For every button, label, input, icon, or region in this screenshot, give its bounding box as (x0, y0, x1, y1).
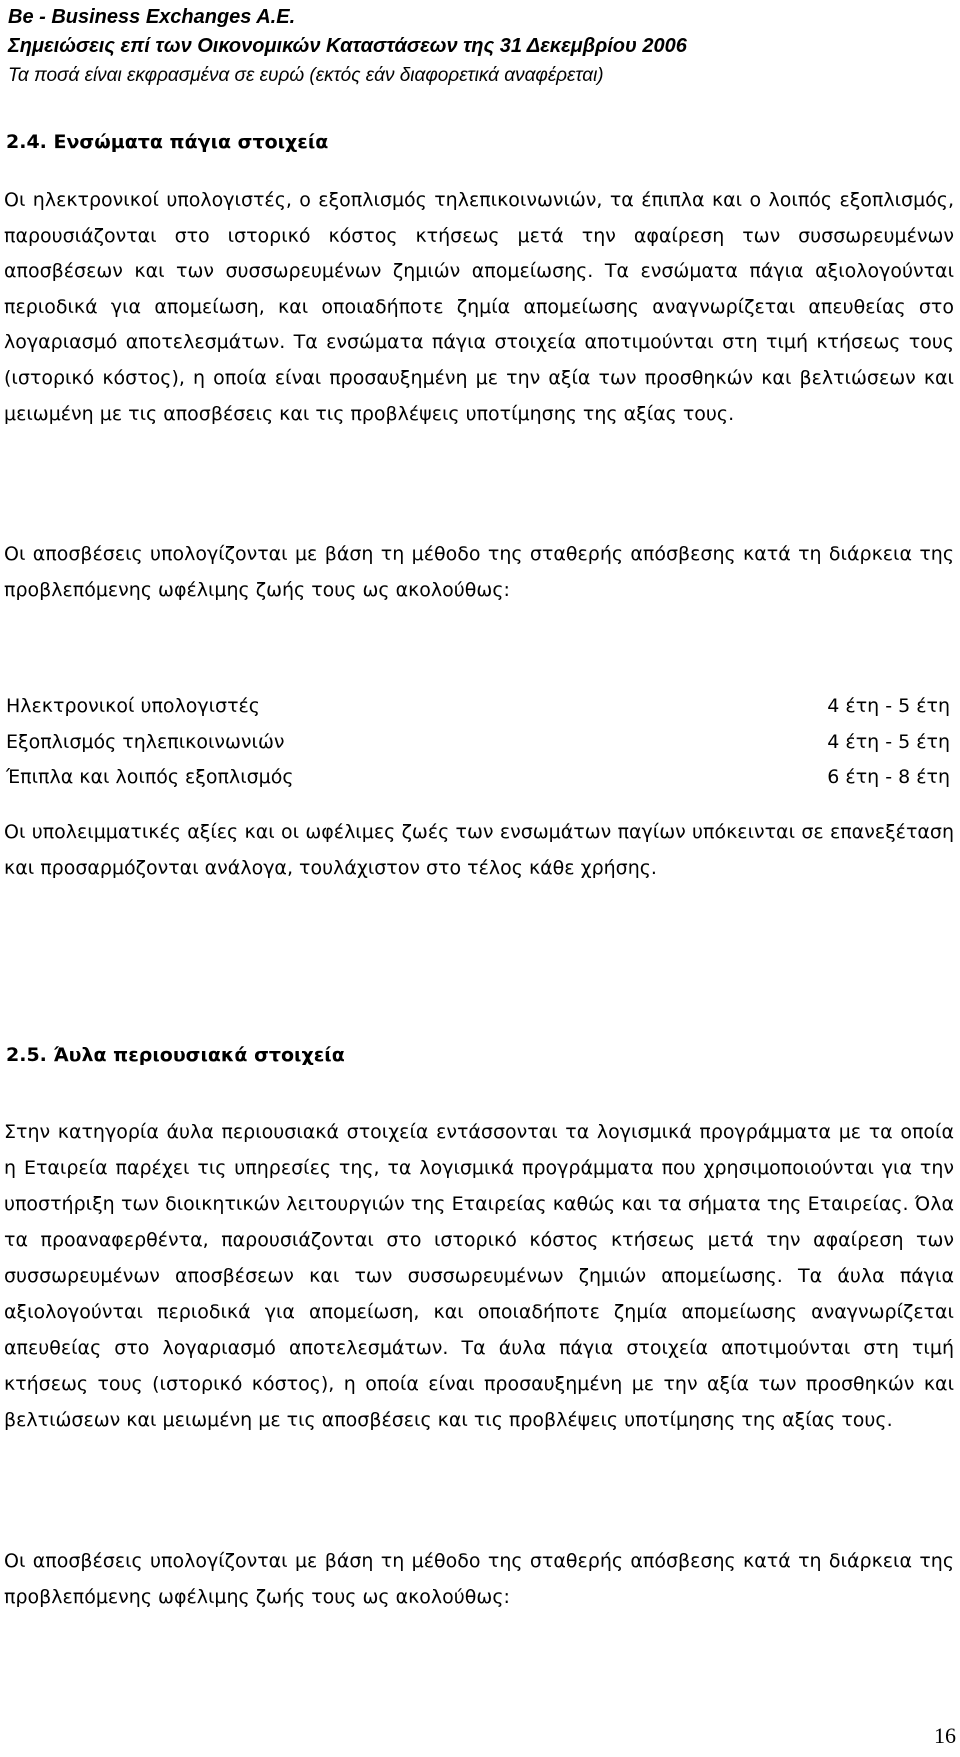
asset-life: 4 έτη - 5 έτη (827, 730, 950, 753)
section-2-5-paragraph-1: Στην κατηγορία άυλα περιουσιακά στοιχεία εντάσσονται τα λογισμικά προγράμματα με τα οποία η Εταιρεία παρέχει τις υπηρεσίες της, τα λογισμικά προγράμματα που χρησιμοποιούνται για την υποστήριξη των διοικητικών λειτουργιών της Εταιρείας καθώς και τα σήματα της Εταιρείας. Όλα τα προαναφερθέντα, παρουσιάζονται στο ιστορικό κόστος κτήσεως μετά την αφαίρεση των συσσωρευμένων αποσβέσεων και των συσσωρευμένων ζημιών απομείωσης. Τα άυλα πάγια αξιολογούνται περιοδικά για απομείωση, και οποιαδήποτε ζημία απομείωσης αναγνωρίζεται απευθείας στο λογαριασμό αποτελεσμάτων. Τα άυλα πάγια στοιχεία αποτιμούνται στη τιμή κτήσεως τους (ιστορικό κόστος), η οποία είναι προσαυξημένη με την αξία των προσθηκών και βελτιώσεων και μειωμένη με τις αποσβέσεις και τις προβλέψεις υποτίμησης της αξίας τους. (4, 1121, 954, 1431)
section-heading-2-4: 2.4. Ενσώματα πάγια στοιχεία (6, 131, 329, 153)
asset-name: Έπιπλα και λοιπός εξοπλισμός (6, 766, 294, 788)
notes-title: Σημειώσεις επί των Οικονομικών Καταστάσεων της 31 Δεκεμβρίου 2006 (8, 35, 687, 57)
section-2-5-paragraph-2: Οι αποσβέσεις υπολογίζονται με βάση τη μέθοδο της σταθερής απόσβεσης κατά τη διάρκεια της προβλεπόμενης ωφέλιμης ζωής τους ως ακολούθως: (4, 1550, 954, 1608)
section-2-4-paragraph-1: Οι ηλεκτρονικοί υπολογιστές, ο εξοπλισμός τηλεπικοινωνιών, τα έπιπλα και ο λοιπός εξοπλισμός, παρουσιάζονται στο ιστορικό κόστος κτήσεως μετά την αφαίρεση των συσσωρευμένων αποσβέσεων και των συσσωρευμένων ζημιών απομείωσης. Τα ενσώματα πάγια αξιολογούνται περιοδικά για απομείωση, και οποιαδήποτε ζημία απομείωσης αναγνωρίζεται απευθείας στο λογαριασμό αποτελεσμάτων. Τα ενσώματα πάγια στοιχεία αποτιμούνται στη τιμή κτήσεως τους (ιστορικό κόστος), η οποία είναι προσαυξημένη με την αξία των προσθηκών και βελτιώσεων και μειωμένη με τις αποσβέσεις και τις προβλέψεις υποτίμησης της αξίας τους. (4, 189, 954, 425)
asset-life: 6 έτη - 8 έτη (827, 766, 950, 788)
section-heading-2-5: 2.5. Άυλα περιουσιακά στοιχεία (6, 1044, 345, 1066)
useful-life-row (6, 725, 950, 761)
page-number: 16 (934, 1723, 956, 1748)
currency-note: Τα ποσά είναι εκφρασμένα σε ευρώ (εκτός εάν διαφορετικά αναφέρεται) (8, 65, 604, 86)
asset-life: 4 έτη - 5 έτη (827, 695, 950, 717)
asset-name: Εξοπλισμός τηλεπικοινωνιών (6, 730, 285, 753)
asset-name: Ηλεκτρονικοί υπολογιστές (6, 695, 260, 717)
page-header (8, 3, 948, 90)
useful-lives-table (6, 689, 950, 796)
useful-life-row (6, 760, 950, 796)
useful-life-row (6, 689, 950, 725)
section-2-4-paragraph-2: Οι αποσβέσεις υπολογίζονται με βάση τη μέθοδο της σταθερής απόσβεσης κατά τη διάρκεια της προβλεπόμενης ωφέλιμης ζωής τους ως ακολούθως: (4, 543, 954, 601)
section-2-4-paragraph-3: Οι υπολειμματικές αξίες και οι ωφέλιμες ζωές των ενσωμάτων παγίων υπόκεινται σε επανεξέταση και προσαρμόζονται ανάλογα, τουλάχιστον στο τέλος κάθε χρήσης. (4, 821, 954, 879)
company-name: Be - Business Exchanges A.E. (8, 6, 296, 28)
